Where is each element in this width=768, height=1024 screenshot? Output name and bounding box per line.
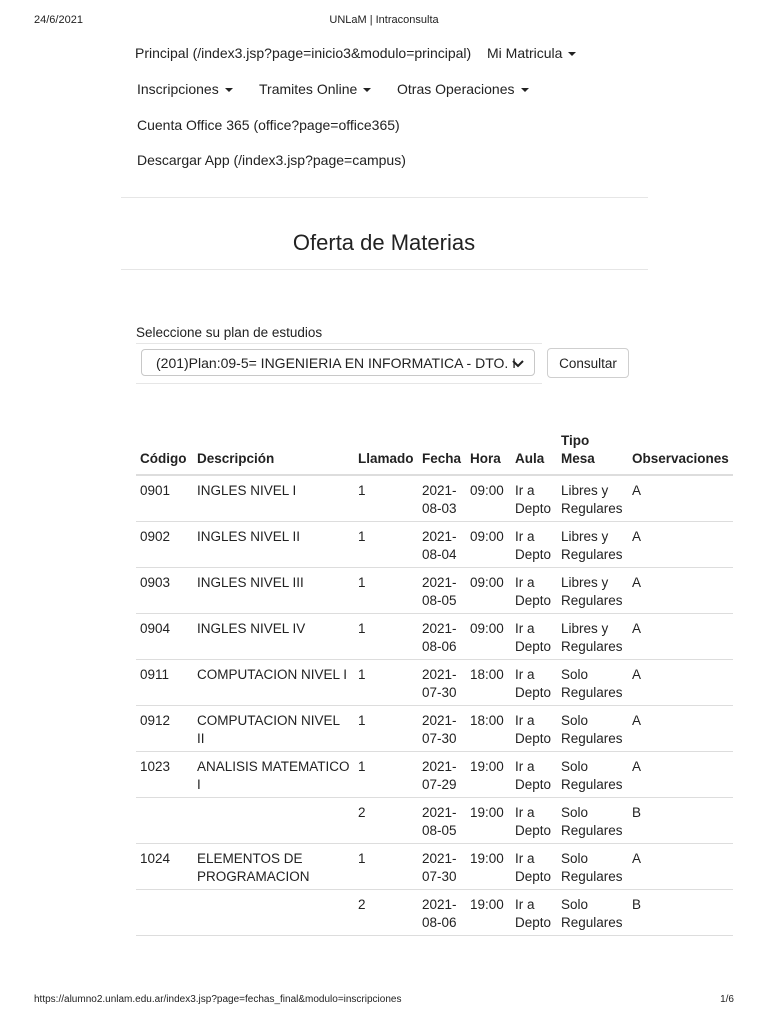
cell-hora: 19:00 xyxy=(466,752,511,798)
plan-select[interactable] xyxy=(141,349,535,376)
table-row xyxy=(136,798,733,844)
cell-fecha: 2021-08-04 xyxy=(418,522,466,568)
header-hora: Hora xyxy=(466,428,511,475)
cell-codigo xyxy=(136,890,193,936)
cell-codigo: 0901 xyxy=(136,475,193,522)
cell-descripcion: ELEMENTOS DE PROGRAMACION xyxy=(193,844,354,890)
print-date: 24/6/2021 xyxy=(34,14,83,26)
cell-fecha: 2021-07-30 xyxy=(418,706,466,752)
header-tipo-mesa: Tipo Mesa xyxy=(557,428,628,475)
cell-tipo-mesa: Libres y Regulares xyxy=(557,614,628,660)
cell-fecha: 2021-07-29 xyxy=(418,752,466,798)
cell-llamado: 1 xyxy=(354,752,418,798)
cell-codigo: 0903 xyxy=(136,568,193,614)
nav-mi-matricula-dropdown[interactable] xyxy=(487,45,576,61)
cell-llamado: 1 xyxy=(354,844,418,890)
cell-aula: Ir a Depto xyxy=(511,522,557,568)
cell-tipo-mesa: Libres y Regulares xyxy=(557,475,628,522)
nav-tramites-online-label: Tramites Online xyxy=(259,81,358,97)
caret-down-icon xyxy=(521,88,529,92)
cell-codigo: 0904 xyxy=(136,614,193,660)
cell-observaciones: A xyxy=(628,522,733,568)
table-row xyxy=(136,614,733,660)
cell-aula: Ir a Depto xyxy=(511,614,557,660)
print-footer xyxy=(0,994,768,1010)
header-descripcion: Descripción xyxy=(193,428,354,475)
plan-select-container xyxy=(136,343,542,384)
cell-aula: Ir a Depto xyxy=(511,890,557,936)
cell-hora: 09:00 xyxy=(466,475,511,522)
table-row xyxy=(136,522,733,568)
cell-descripcion: INGLES NIVEL II xyxy=(193,522,354,568)
cell-hora: 19:00 xyxy=(466,844,511,890)
cell-descripcion: COMPUTACION NIVEL II xyxy=(193,706,354,752)
print-page-number: 1/6 xyxy=(720,994,734,1005)
cell-observaciones: B xyxy=(628,798,733,844)
header-fecha: Fecha xyxy=(418,428,466,475)
table-row xyxy=(136,568,733,614)
cell-descripcion: COMPUTACION NIVEL I xyxy=(193,660,354,706)
cell-descripcion: INGLES NIVEL I xyxy=(193,475,354,522)
cell-observaciones: A xyxy=(628,844,733,890)
cell-observaciones: A xyxy=(628,706,733,752)
header-aula: Aula xyxy=(511,428,557,475)
cell-llamado: 2 xyxy=(354,798,418,844)
cell-fecha: 2021-07-30 xyxy=(418,660,466,706)
cell-tipo-mesa: Solo Regulares xyxy=(557,752,628,798)
cell-llamado: 1 xyxy=(354,522,418,568)
cell-llamado: 1 xyxy=(354,706,418,752)
cell-llamado: 2 xyxy=(354,890,418,936)
nav-principal-link[interactable]: Principal (/index3.jsp?page=inicio3&modulo=principal) xyxy=(135,45,472,61)
cell-aula: Ir a Depto xyxy=(511,706,557,752)
nav-otras-operaciones-dropdown[interactable] xyxy=(397,81,529,97)
cell-descripcion xyxy=(193,798,354,844)
consultar-button[interactable]: Consultar xyxy=(547,348,629,378)
cell-fecha: 2021-08-05 xyxy=(418,568,466,614)
plan-select-label: Seleccione su plan de estudios xyxy=(136,325,323,340)
cell-aula: Ir a Depto xyxy=(511,475,557,522)
cell-observaciones: A xyxy=(628,752,733,798)
cell-descripcion: INGLES NIVEL III xyxy=(193,568,354,614)
table-row xyxy=(136,475,733,522)
cell-aula: Ir a Depto xyxy=(511,660,557,706)
cell-codigo: 0911 xyxy=(136,660,193,706)
table-header-row xyxy=(136,428,733,475)
cell-llamado: 1 xyxy=(354,614,418,660)
table-row xyxy=(136,844,733,890)
cell-fecha: 2021-08-06 xyxy=(418,614,466,660)
print-url: https://alumno2.unlam.edu.ar/index3.jsp?page=fechas_final&modulo=inscripciones xyxy=(34,994,402,1005)
cell-tipo-mesa: Solo Regulares xyxy=(557,844,628,890)
cell-hora: 18:00 xyxy=(466,660,511,706)
chevron-down-icon xyxy=(512,350,524,376)
cell-fecha: 2021-07-30 xyxy=(418,844,466,890)
cell-observaciones: A xyxy=(628,475,733,522)
cell-aula: Ir a Depto xyxy=(511,798,557,844)
cell-tipo-mesa: Libres y Regulares xyxy=(557,568,628,614)
cell-hora: 18:00 xyxy=(466,706,511,752)
cell-codigo: 0912 xyxy=(136,706,193,752)
cell-tipo-mesa: Libres y Regulares xyxy=(557,522,628,568)
cell-tipo-mesa: Solo Regulares xyxy=(557,798,628,844)
nav-inscripciones-label: Inscripciones xyxy=(137,81,219,97)
divider xyxy=(121,269,648,270)
cell-llamado: 1 xyxy=(354,568,418,614)
cell-llamado: 1 xyxy=(354,660,418,706)
nav-cuenta-office-link[interactable]: Cuenta Office 365 (office?page=office365) xyxy=(137,117,400,133)
cell-descripcion xyxy=(193,890,354,936)
caret-down-icon xyxy=(363,88,371,92)
divider xyxy=(121,197,648,198)
plan-select-value: (201)Plan:09-5= INGENIERIA EN INFORMATICA - DTO. I xyxy=(156,355,517,371)
nav-mi-matricula-label: Mi Matricula xyxy=(487,45,563,61)
table-row xyxy=(136,890,733,936)
cell-codigo xyxy=(136,798,193,844)
table-row xyxy=(136,660,733,706)
cell-tipo-mesa: Solo Regulares xyxy=(557,890,628,936)
oferta-table xyxy=(136,428,733,936)
cell-codigo: 0902 xyxy=(136,522,193,568)
caret-down-icon xyxy=(225,88,233,92)
cell-observaciones: A xyxy=(628,614,733,660)
table-row xyxy=(136,752,733,798)
cell-aula: Ir a Depto xyxy=(511,752,557,798)
print-title: UNLaM | Intraconsulta xyxy=(329,14,439,26)
cell-aula: Ir a Depto xyxy=(511,844,557,890)
cell-fecha: 2021-08-06 xyxy=(418,890,466,936)
cell-hora: 19:00 xyxy=(466,890,511,936)
header-llamado: Llamado xyxy=(354,428,418,475)
cell-tipo-mesa: Solo Regulares xyxy=(557,706,628,752)
cell-fecha: 2021-08-05 xyxy=(418,798,466,844)
caret-down-icon xyxy=(568,52,576,56)
cell-observaciones: B xyxy=(628,890,733,936)
cell-codigo: 1023 xyxy=(136,752,193,798)
cell-codigo: 1024 xyxy=(136,844,193,890)
cell-llamado: 1 xyxy=(354,475,418,522)
cell-fecha: 2021-08-03 xyxy=(418,475,466,522)
print-header xyxy=(0,14,768,34)
nav-tramites-online-dropdown[interactable] xyxy=(259,81,371,97)
cell-tipo-mesa: Solo Regulares xyxy=(557,660,628,706)
cell-descripcion: ANALISIS MATEMATICO I xyxy=(193,752,354,798)
nav-inscripciones-dropdown[interactable] xyxy=(137,81,233,97)
cell-observaciones: A xyxy=(628,660,733,706)
cell-hora: 09:00 xyxy=(466,522,511,568)
table-row xyxy=(136,706,733,752)
cell-hora: 19:00 xyxy=(466,798,511,844)
cell-observaciones: A xyxy=(628,568,733,614)
nav-descargar-app-link[interactable]: Descargar App (/index3.jsp?page=campus) xyxy=(137,152,406,168)
cell-hora: 09:00 xyxy=(466,568,511,614)
header-observaciones: Observaciones xyxy=(628,428,733,475)
nav-otras-operaciones-label: Otras Operaciones xyxy=(397,81,515,97)
cell-aula: Ir a Depto xyxy=(511,568,557,614)
page-title: Oferta de Materias xyxy=(292,230,476,255)
cell-hora: 09:00 xyxy=(466,614,511,660)
header-codigo: Código xyxy=(136,428,193,475)
cell-descripcion: INGLES NIVEL IV xyxy=(193,614,354,660)
